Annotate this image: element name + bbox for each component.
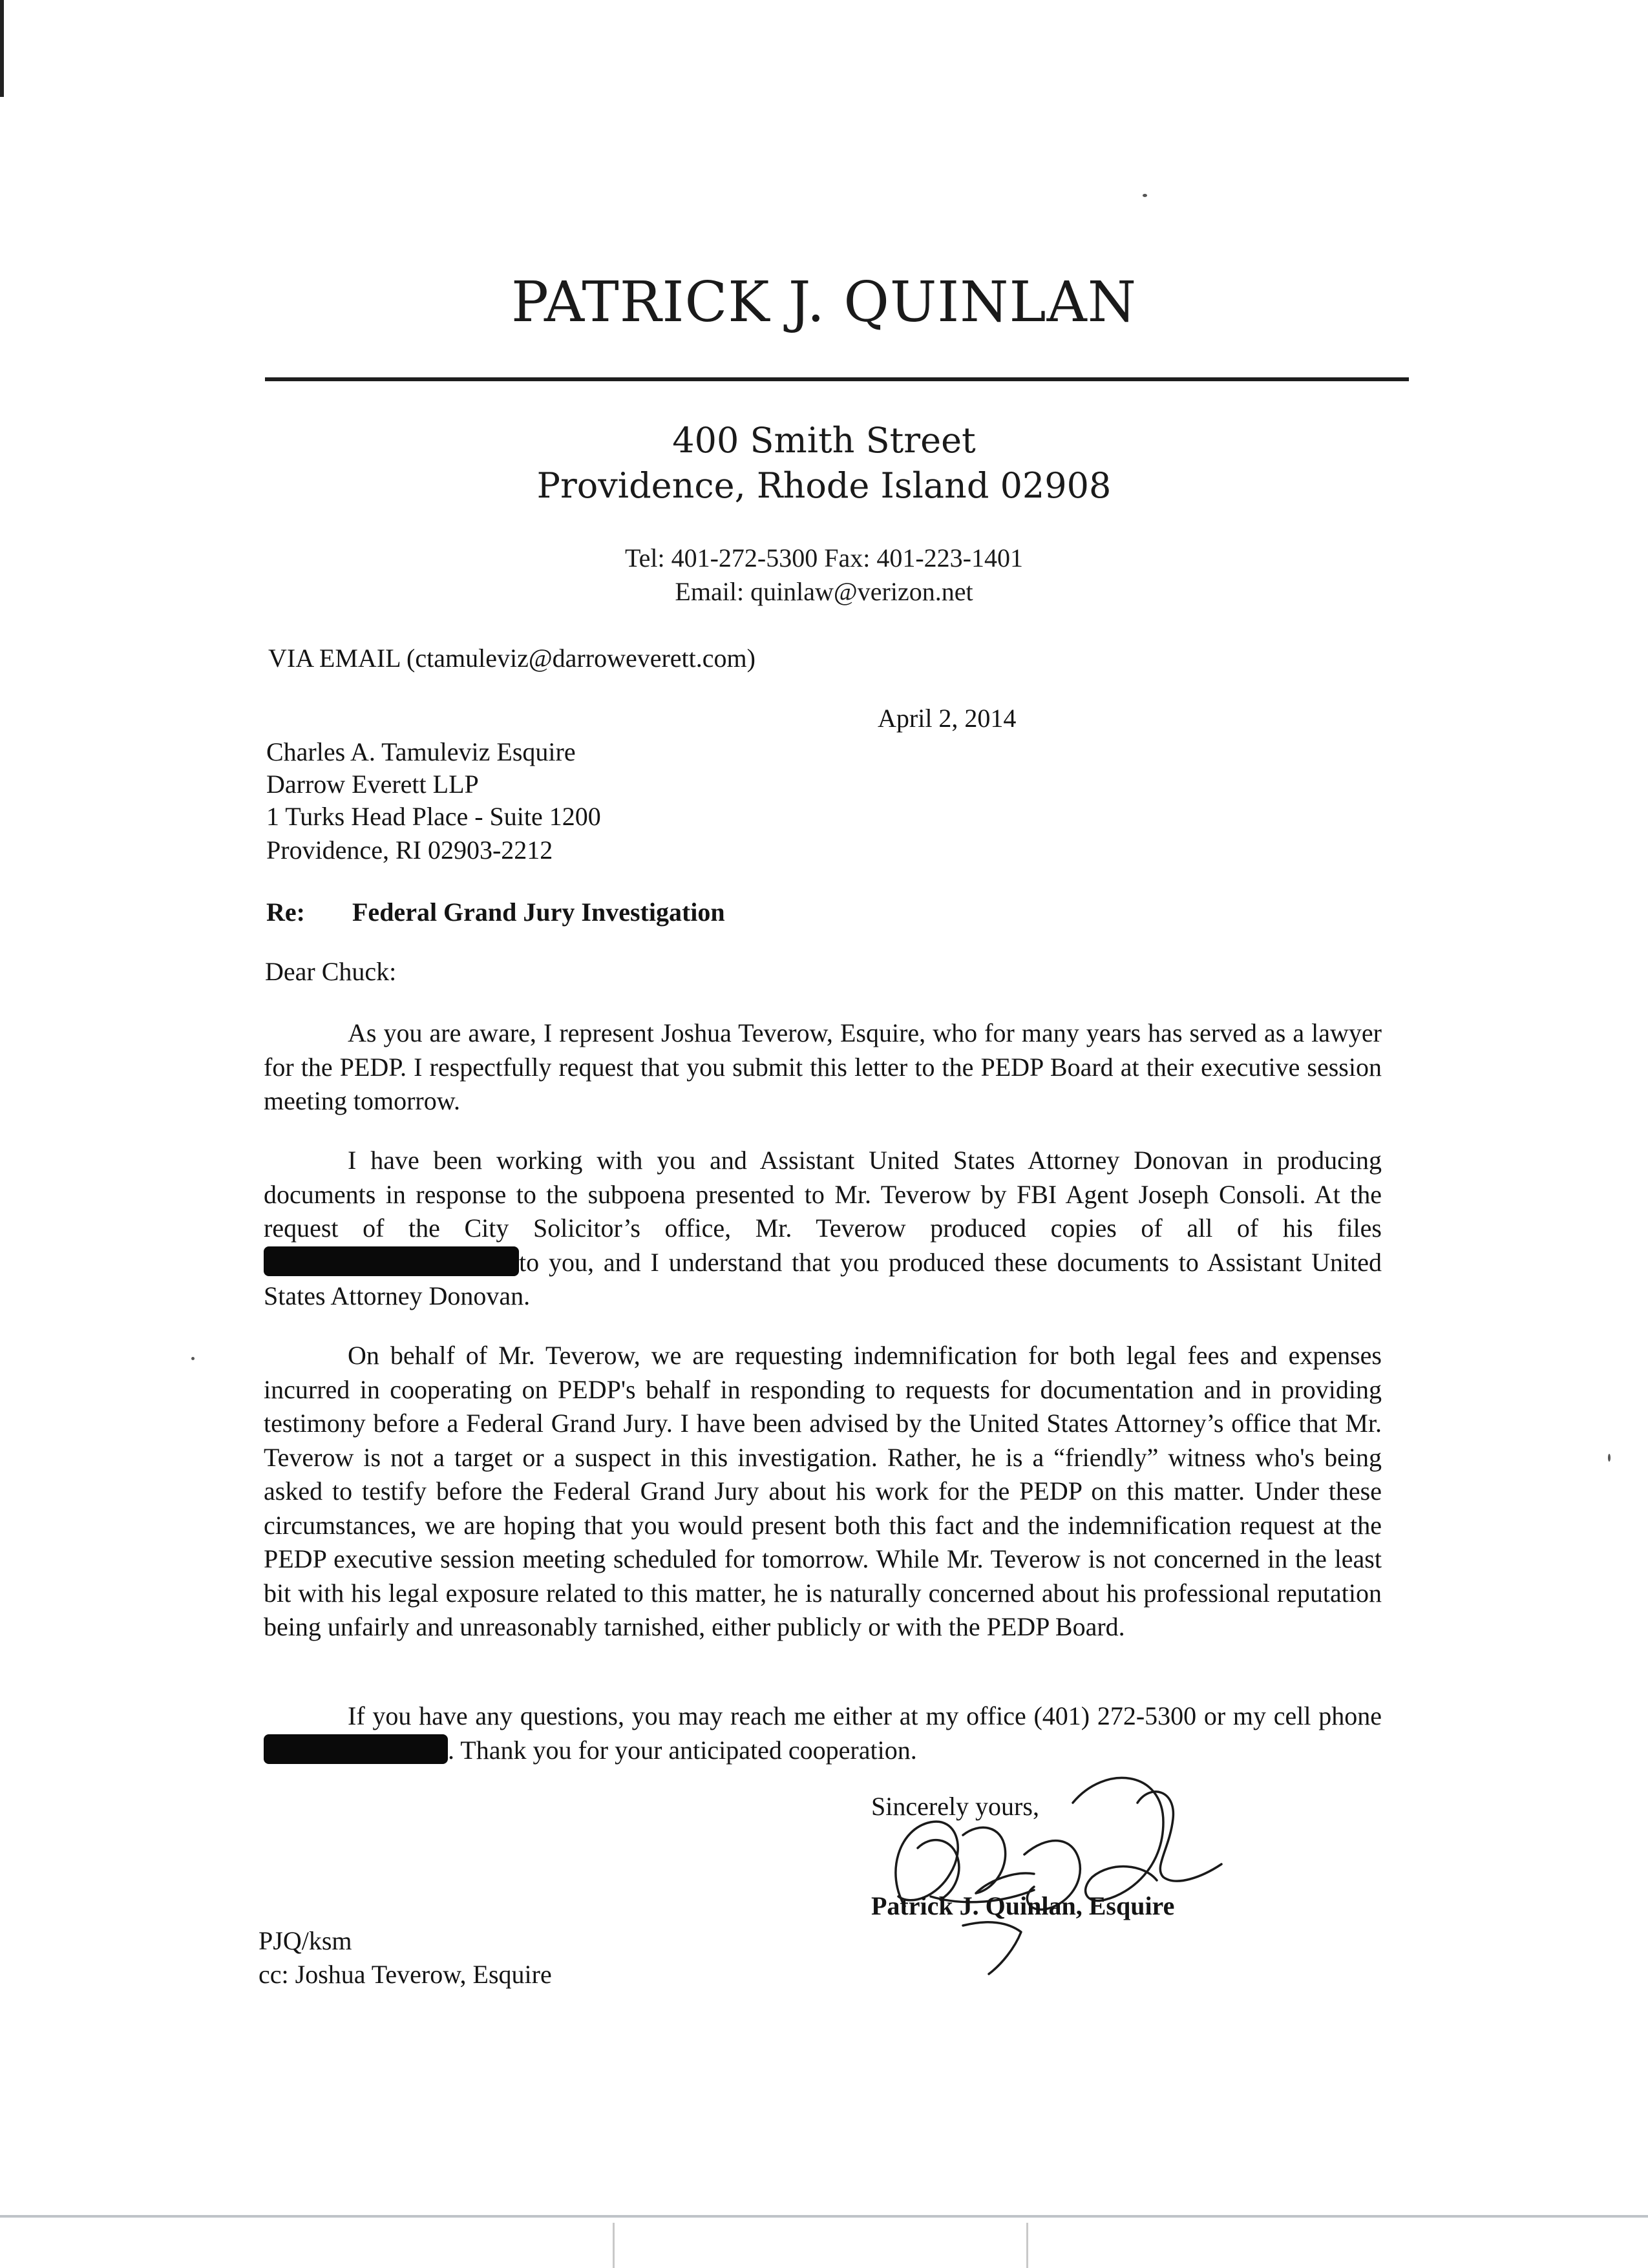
- letterhead-city: Providence, Rhode Island 02908: [536, 465, 1112, 506]
- body-paragraph-2-text-a: I have been working with you and Assistant United States Attorney Donovan in producing documents in response to the subpoena presented to Mr. Teverow by FBI Agent Joseph Consoli. At the request of the City Solicitor’s office, Mr. Teverow produced copies of all of his files: [264, 1146, 1382, 1243]
- redaction-box: [264, 1734, 448, 1764]
- recipient-street: 1 Turks Head Place - Suite 1200: [266, 802, 601, 831]
- body-paragraph-1-text: As you are aware, I represent Joshua Teverow, Esquire, who for many years has served as a lawyer for the PEDP. I respectfully request that you submit this letter to the PEDP Board at their executive session meeting tomorrow.: [264, 1018, 1382, 1115]
- salutation: Dear Chuck:: [265, 957, 397, 986]
- body-paragraph-4-text-b: . Thank you for your anticipated cooperation.: [448, 1735, 917, 1765]
- recipient-firm: Darrow Everett LLP: [266, 770, 479, 799]
- via-email-line: VIA EMAIL (ctamuleviz@darroweverett.com): [268, 644, 755, 673]
- letterhead-street: 400 Smith Street: [672, 420, 976, 461]
- complimentary-close: Sincerely yours,: [871, 1792, 1039, 1821]
- body-paragraph-4-text-a: If you have any questions, you may reach me either at my office (401) 272-5300 or my cell phone: [348, 1701, 1382, 1730]
- signer-name: Patrick J. Quinlan, Esquire: [871, 1891, 1175, 1920]
- scan-speck: [1608, 1454, 1611, 1462]
- letter-date: April 2, 2014: [878, 704, 1017, 733]
- scan-speck: [191, 1357, 195, 1360]
- body-paragraph-1: [264, 1016, 1382, 1118]
- body-paragraph-3: [264, 1339, 1382, 1644]
- scan-edge-mark: [0, 0, 4, 97]
- recipient-city: Providence, RI 02903-2212: [266, 835, 553, 865]
- scan-bottom-edge: [0, 2215, 1648, 2218]
- body-paragraph-3-text: On behalf of Mr. Teverow, we are requesting indemnification for both legal fees and expenses incurred in cooperating on PEDP's behalf in responding to requests for documentation and in providing testimony before a Federal Grand Jury. I have been advised by the United States Attorney’s office that Mr. Teverow is not a target or a suspect in this investigation. Rather, he is a “friendly” witness who's being asked to testify before the Federal Grand Jury about his work for the PEDP on this matter. Under these circumstances, we are hoping that you would present both this fact and the indemnification request at the PEDP executive session meeting scheduled for tomorrow. While Mr. Teverow is not concerned in the least bit with his legal exposure related to this matter, he is naturally concerned about his professional reputation being unfairly and unreasonably tarnished, either publicly or with the PEDP Board.: [264, 1341, 1382, 1641]
- body-paragraph-2: [264, 1144, 1382, 1314]
- letterhead-phones: Tel: 401-272-5300 Fax: 401-223-1401: [624, 543, 1023, 572]
- scan-speck: [1143, 194, 1147, 197]
- scan-edge-mark: [613, 2223, 615, 2268]
- handwritten-signature: [860, 1758, 1247, 1977]
- redaction-box: [264, 1246, 519, 1276]
- re-subject: Federal Grand Jury Investigation: [352, 898, 725, 927]
- typist-initials: PJQ/ksm: [259, 1926, 352, 1955]
- re-label: Re:: [266, 898, 305, 927]
- cc-line: cc: Joshua Teverow, Esquire: [259, 1960, 552, 1989]
- letterhead-name: PATRICK J. QUINLAN: [511, 270, 1137, 335]
- scan-edge-mark: [1026, 2223, 1028, 2268]
- body-paragraph-2-text-b: to you, and I understand that you produced these documents to Assistant United States Attorney Donovan.: [264, 1247, 1382, 1310]
- letterhead-divider: [265, 377, 1409, 381]
- letterhead-email: Email: quinlaw@verizon.net: [675, 577, 973, 606]
- recipient-name: Charles A. Tamuleviz Esquire: [266, 737, 576, 766]
